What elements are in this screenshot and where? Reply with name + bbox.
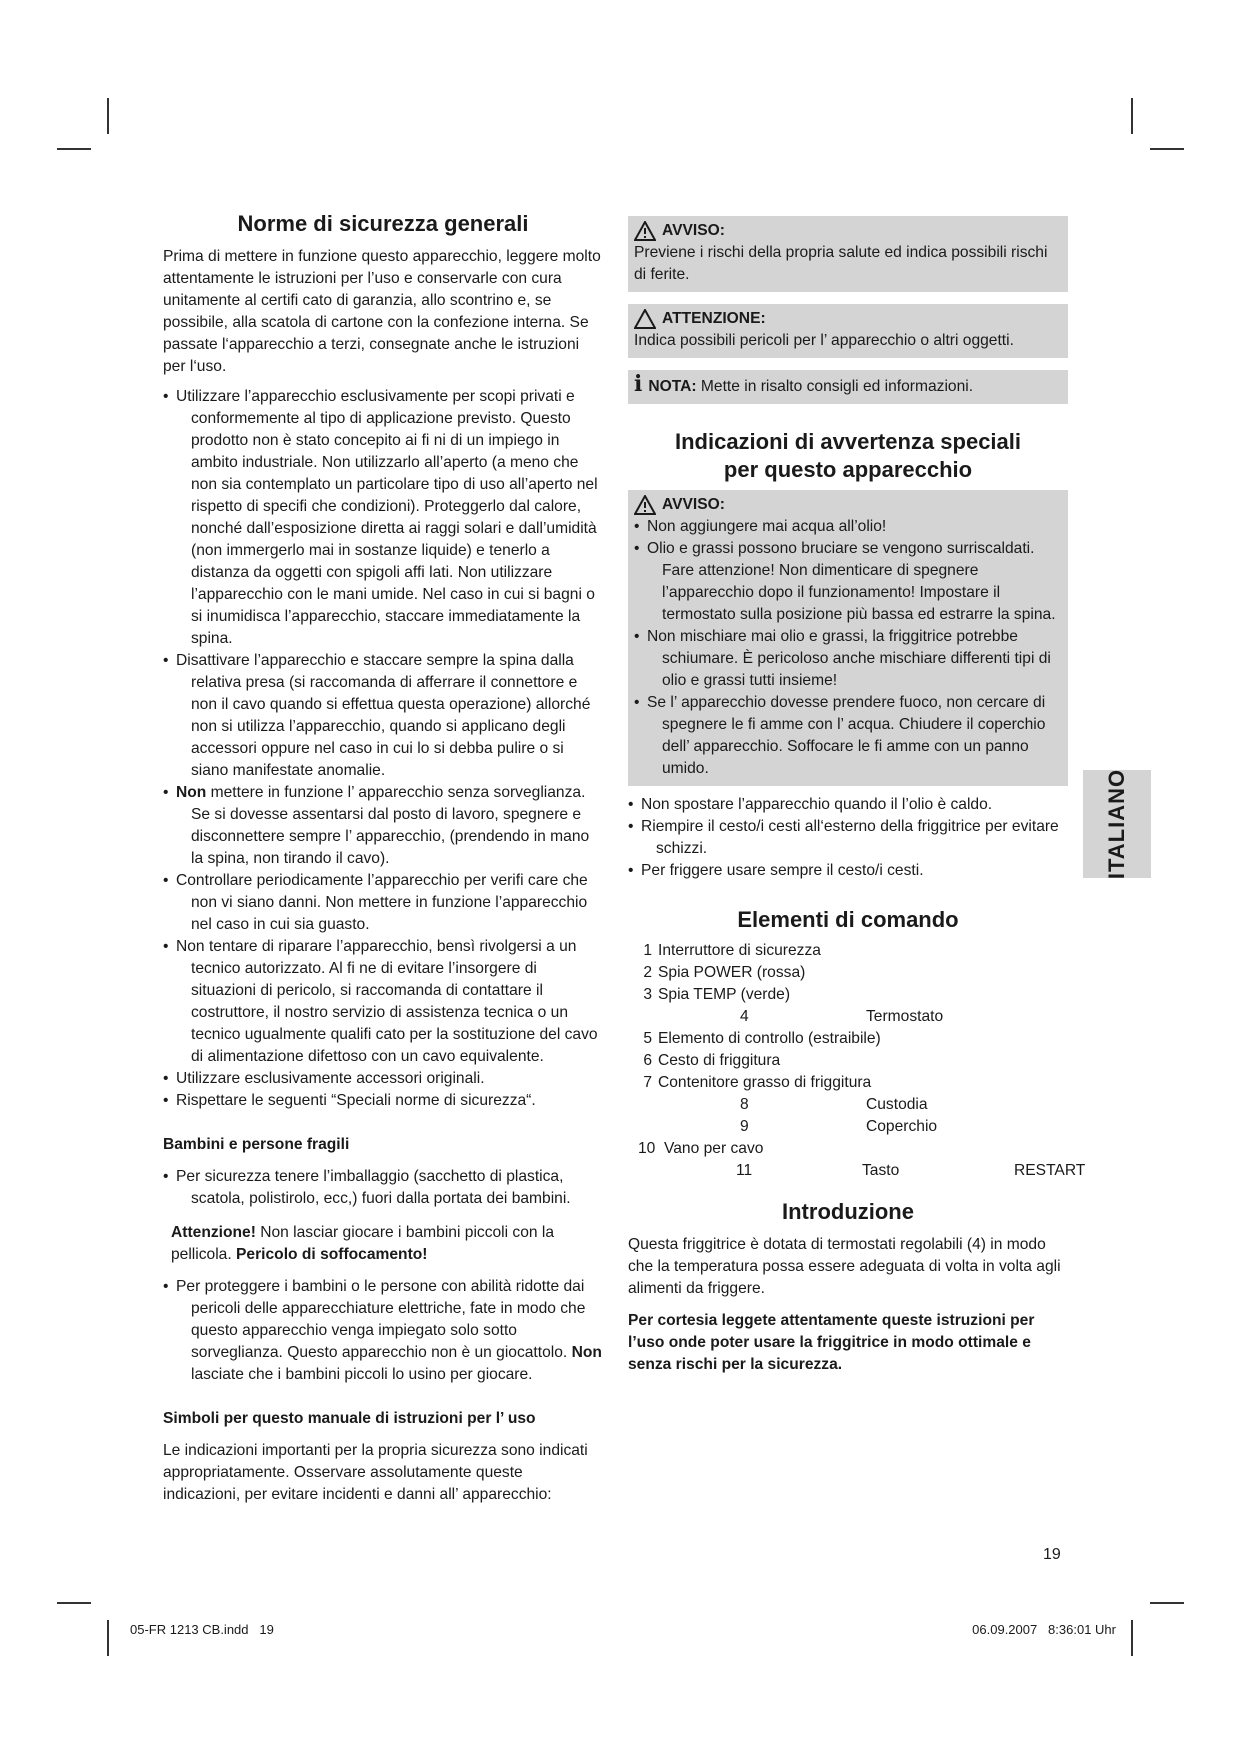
- attention-text: Non lasciar giocare i bambini piccoli con la pellicola.: [171, 1224, 555, 1263]
- control-item: [628, 1050, 1068, 1072]
- crop-mark: [1131, 98, 1133, 134]
- intro-text: Questa friggitrice è dotata di termostati regolabili (4) in modo che la temperatura possa essere adeguata di volta in volta agli alimenti da friggere.: [628, 1236, 1061, 1297]
- avviso-title: AVVISO:: [662, 222, 725, 239]
- list-item: [163, 782, 603, 870]
- language-tab-label: ITALIANO: [1104, 768, 1129, 880]
- special-list: [634, 516, 1062, 780]
- control-label: Spia POWER (rossa): [658, 964, 806, 981]
- control-item: [628, 1028, 1068, 1050]
- list-item: • Non tentare di riparare l’apparecchio, bensì rivolgersi a un tecnico autorizzato. Al fi ne di evitare l’insorgere di situazioni di pericolo, si raccomanda di contattare il costruttore, il nostro servizio di assistenza tecnica o un tecnico ugualmente qualifi cato per la sostituzione del cavo di alimentazione difettoso con un cavo equivalente.: [163, 936, 603, 1068]
- controls-title: Elementi di comando: [737, 907, 959, 932]
- control-number: 4: [740, 1008, 749, 1025]
- bold-text: Attenzione!: [171, 1224, 256, 1241]
- controls-list: [628, 940, 1086, 1182]
- children-list: [163, 1166, 603, 1210]
- control-label: Cesto di friggitura: [658, 1052, 781, 1069]
- children-list-2: [163, 1276, 603, 1386]
- control-number: 5: [643, 1030, 652, 1047]
- nota-text: Mette in risalto consigli ed informazioni.: [696, 378, 974, 395]
- control-number: 2: [643, 964, 652, 981]
- control-number: 8: [740, 1096, 749, 1113]
- control-label: Elemento di controllo (estraibile): [658, 1030, 881, 1047]
- control-label: Interruttore di sicurezza: [658, 942, 821, 959]
- avviso-header: [634, 220, 1062, 242]
- attenzione-title: ATTENZIONE:: [662, 310, 766, 327]
- list-item: • Olio e grassi possono bruciare se vengono surriscaldati. Fare attenzione! Non dimenticare di spegnere l’apparecchio dopo il funzionamento! Impostare il termostato sulla posizione più bassa ed estrarre la spina.: [634, 538, 1062, 626]
- list-item-text: lasciate che i bambini piccoli lo usino per giocare.: [191, 1366, 533, 1383]
- control-item: [628, 1160, 1086, 1182]
- list-item-text: Per proteggere i bambini o le persone con abilità ridotte dai pericoli delle apparecchiature elettriche, fate in modo che questo apparecchio venga impiegato solo sotto sorveglianza. Questo apparecchio non è un giocattolo.: [176, 1278, 586, 1361]
- bold-text: Pericolo di soffocamento!: [236, 1246, 428, 1263]
- crop-mark: [107, 1620, 109, 1656]
- symbols-text: Le indicazioni importanti per la propria sicurezza sono indicati appropriatamente. Osservare assolutamente queste indicazioni, per evitare incidenti e danni all’ apparecchio:: [163, 1442, 588, 1503]
- special-avviso-box: [628, 490, 1068, 786]
- attenzione-box: [628, 304, 1068, 358]
- control-label: 10 Vano per cavo: [638, 1140, 764, 1157]
- list-item: • Non aggiungere mai acqua all’olio!: [634, 516, 1062, 538]
- nota-box: [628, 370, 1068, 404]
- list-item: • Rispettare le seguenti “Speciali norme di sicurezza“.: [163, 1090, 603, 1112]
- warning-triangle-icon: [634, 495, 656, 515]
- control-label: Termostato: [866, 1008, 944, 1025]
- safety-intro: Prima di mettere in funzione questo apparecchio, leggere molto attentamente le istruzioni per l’uso e conservarle con cura unitamente al certifi cato di garanzia, allo scontrino e, se possibile, alla scatola di cartone con la confezione interna. Se passate l‘apparecchio a terzi, consegnate anche le istruzioni per l‘uso.: [163, 248, 601, 375]
- intro-bold: Per cortesia leggete attentamente queste istruzioni per l’uso onde poter usare la friggitrice in modo ottimale e senza rischi per la sicurezza.: [628, 1312, 1035, 1373]
- special-title: [628, 428, 1068, 484]
- control-label: Tasto: [862, 1162, 900, 1179]
- bold-text: Non: [176, 784, 207, 801]
- caution-triangle-icon: [634, 309, 656, 329]
- control-number: 7: [643, 1074, 652, 1091]
- bold-text: Non: [571, 1344, 602, 1361]
- language-tab: [1083, 770, 1151, 878]
- attenzione-text: Indica possibili pericoli per l’ apparecchio o altri oggetti.: [634, 332, 1014, 349]
- plain-list: [628, 794, 1068, 882]
- symbols-title: Simboli per questo manuale di istruzioni per l’ uso: [163, 1410, 536, 1427]
- list-item: • Per friggere usare sempre il cesto/i cesti.: [628, 860, 1068, 882]
- list-item: • Controllare periodicamente l’apparecchio per verifi care che non vi siano danni. Non mettere in funzione l’apparecchio nel caso in cui sia guasto.: [163, 870, 603, 936]
- list-item: [163, 1276, 603, 1386]
- info-icon: i: [634, 371, 643, 397]
- list-item: • Riempire il cesto/i cesti all‘esterno della friggitrice per evitare schizzi.: [628, 816, 1068, 860]
- special-title-line1: Indicazioni di avvertenza speciali: [674, 429, 1022, 454]
- crop-mark: [1150, 1602, 1184, 1604]
- control-item: [628, 1094, 1068, 1116]
- control-item: [628, 1138, 1068, 1160]
- crop-mark: [1150, 148, 1184, 150]
- control-label: RESTART: [1014, 1162, 1086, 1179]
- control-item: [628, 984, 1068, 1006]
- crop-mark: [57, 1602, 91, 1604]
- special-title-line2: per questo apparecchio: [723, 457, 973, 482]
- list-item: • Non mischiare mai olio e grassi, la friggitrice potrebbe schiumare. È pericoloso anche mischiare differenti tipi di olio e grassi tutti insieme!: [634, 626, 1062, 692]
- crop-mark: [1131, 1620, 1133, 1656]
- list-item: • Per sicurezza tenere l’imballaggio (sacchetto di plastica, scatola, polistirolo, ecc,) fuori dalla portata dei bambini.: [163, 1166, 603, 1210]
- special-avviso-title: AVVISO:: [662, 496, 725, 513]
- list-item: • Disattivare l’apparecchio e staccare sempre la spina dalla relativa presa (si raccomanda di afferrare il connettore e non il cavo quando si effettua questa operazione) allorché non si utilizza l’apparecchio, quando si applicano degli accessori oppure nel caso in cui lo si debba pulire o si siano manifestate anomalie.: [163, 650, 603, 782]
- control-number: 9: [740, 1118, 749, 1135]
- children-title: Bambini e persone fragili: [163, 1136, 350, 1153]
- control-label: Coperchio: [866, 1118, 938, 1135]
- control-label: Spia TEMP (verde): [658, 986, 791, 1003]
- control-item: [628, 1072, 1068, 1094]
- control-item: [628, 1006, 1068, 1028]
- control-number: 6: [643, 1052, 652, 1069]
- safety-title: Norme di sicurezza generali: [237, 211, 529, 236]
- control-number: 1: [643, 942, 652, 959]
- control-number: 11: [736, 1162, 753, 1179]
- warning-triangle-icon: [634, 221, 656, 241]
- footer-right: 06.09.2007 8:36:01 Uhr: [972, 1622, 1116, 1637]
- safety-list: [163, 386, 603, 1112]
- list-item-text: mettere in funzione l’ apparecchio senza sorveglianza. Se si dovesse assentarsi dal posto di lavoro, spegnere e disconnettere sempre l’ apparecchio, (prendendo in mano la spina, non tirando il cavo).: [191, 784, 590, 867]
- list-item: • Utilizzare l’apparecchio esclusivamente per scopi privati e conformemente al tipo di applicazione previsto. Questo prodotto non è stato concepito ai fi ni di un impiego in ambito industriale. Non utilizzarlo all’aperto (a meno che non sia contemplato un particolare tipo di uso all’aperto nel rispetto di specifi che condizioni). Proteggerlo dal calore, nonché dall’esposizione diretta ai raggi solari e dall’umidità (non immergerlo mai in sostanze liquide) e tenerlo a distanza da oggetti con spigoli affi lati. Non utilizzare l’apparecchio con le mani umide. Nel caso in cui si bagni o si inumidisca l’apparecchio, staccare immediatamente la spina.: [163, 386, 603, 650]
- list-item: • Utilizzare esclusivamente accessori originali.: [163, 1068, 603, 1090]
- crop-mark: [57, 148, 91, 150]
- control-label: Contenitore grasso di friggitura: [658, 1074, 872, 1091]
- control-item: [628, 962, 1068, 984]
- control-item: [628, 940, 1068, 962]
- control-number: 3: [643, 986, 652, 1003]
- left-column: [163, 210, 603, 1506]
- control-item: [628, 1116, 1068, 1138]
- page-number: 19: [1043, 1546, 1061, 1563]
- footer-left: 05-FR 1213 CB.indd 19: [130, 1622, 274, 1637]
- nota-title: NOTA:: [648, 378, 697, 395]
- attention-note: [163, 1222, 603, 1266]
- right-column: [628, 210, 1086, 1376]
- attenzione-header: [634, 308, 1062, 330]
- avviso-box: [628, 216, 1068, 292]
- special-avviso-header: [634, 494, 1062, 516]
- intro-title: Introduzione: [782, 1199, 914, 1224]
- avviso-text: Previene i rischi della propria salute ed indica possibili rischi di ferite.: [634, 244, 1048, 283]
- list-item: • Non spostare l’apparecchio quando il l’olio è caldo.: [628, 794, 1068, 816]
- control-label: Custodia: [866, 1096, 928, 1113]
- list-item: • Se l’ apparecchio dovesse prendere fuoco, non cercare di spegnere le fi amme con l’ acqua. Chiudere il coperchio dell’ apparecchio. Soffocare le fi amme con un panno umido.: [634, 692, 1062, 780]
- crop-mark: [107, 98, 109, 134]
